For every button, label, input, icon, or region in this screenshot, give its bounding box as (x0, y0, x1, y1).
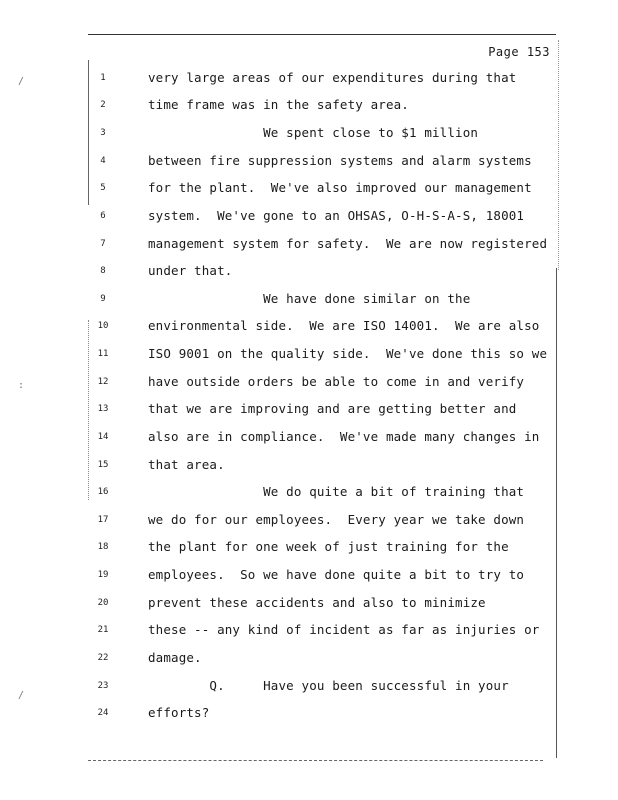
bottom-rule (88, 760, 543, 761)
transcript-line (0, 705, 618, 725)
line-number: 13 (97, 404, 109, 414)
transcript-line (0, 346, 618, 366)
line-number: 15 (97, 460, 109, 470)
page-number: Page 153 (488, 45, 550, 59)
line-text: management system for safety. We are now registered (148, 236, 548, 251)
line-text: ISO 9001 on the quality side. We've done this so we (148, 346, 548, 361)
line-text: that area. (148, 457, 225, 472)
line-text: between fire suppression systems and alarm systems (148, 153, 532, 168)
line-text: the plant for one week of just training for the (148, 539, 509, 554)
line-number: 17 (97, 515, 109, 525)
line-number: 19 (97, 570, 109, 580)
transcript-line (0, 70, 618, 90)
line-number: 1 (100, 73, 106, 83)
line-number: 2 (100, 100, 106, 110)
scan-mark: / (18, 690, 25, 701)
line-text: also are in compliance. We've made many changes in (148, 429, 540, 444)
line-number: 24 (97, 708, 109, 718)
line-number: 10 (97, 321, 109, 331)
line-text: efforts? (148, 705, 210, 720)
line-text: time frame was in the safety area. (148, 97, 409, 112)
transcript-line (0, 457, 618, 477)
line-text: have outside orders be able to come in and verify (148, 374, 525, 389)
line-text: damage. (148, 650, 202, 665)
line-text: prevent these accidents and also to minimize (148, 595, 486, 610)
transcript-line (0, 429, 618, 449)
line-number: 7 (100, 239, 106, 249)
line-number: 16 (97, 487, 109, 497)
line-text: for the plant. We've also improved our management (148, 180, 532, 195)
transcript-line (0, 125, 618, 145)
transcript-line (0, 512, 618, 532)
transcript-line (0, 567, 618, 587)
line-number: 18 (97, 542, 109, 552)
line-number: 12 (97, 377, 109, 387)
transcript-line (0, 291, 618, 311)
line-number: 11 (97, 349, 109, 359)
transcript-line (0, 97, 618, 117)
transcript-line (0, 595, 618, 615)
line-number: 9 (100, 294, 106, 304)
line-number: 22 (97, 653, 109, 663)
transcript-line (0, 153, 618, 173)
transcript-line (0, 678, 618, 698)
line-text: We do quite a bit of training that (148, 484, 525, 499)
line-text: under that. (148, 263, 233, 278)
line-number: 8 (100, 266, 106, 276)
line-text: environmental side. We are ISO 14001. We are also (148, 318, 540, 333)
line-text: that we are improving and are getting better and (148, 401, 517, 416)
line-text: We have done similar on the (148, 291, 471, 306)
line-number: 23 (97, 681, 109, 691)
line-text: employees. So we have done quite a bit to try to (148, 567, 525, 582)
transcript-line (0, 374, 618, 394)
transcript-line (0, 401, 618, 421)
line-text: these -- any kind of incident as far as injuries or (148, 622, 540, 637)
transcript-line (0, 236, 618, 256)
scan-mark: / (18, 76, 25, 87)
scan-mark: : (18, 380, 25, 391)
line-number: 20 (97, 598, 109, 608)
line-text: we do for our employees. Every year we take down (148, 512, 525, 527)
line-number: 21 (97, 625, 109, 635)
line-number: 3 (100, 128, 106, 138)
transcript-line (0, 180, 618, 200)
top-rule (88, 34, 556, 35)
transcript-line (0, 622, 618, 642)
transcript-line (0, 539, 618, 559)
line-number: 5 (100, 183, 106, 193)
transcript-line (0, 208, 618, 228)
line-text: We spent close to $1 million (148, 125, 479, 140)
transcript-line (0, 318, 618, 338)
transcript-line (0, 263, 618, 283)
line-number: 4 (100, 156, 106, 166)
line-number: 14 (97, 432, 109, 442)
line-text: system. We've gone to an OHSAS, O-H-S-A-S, 18001 (148, 208, 525, 223)
line-number: 6 (100, 211, 106, 221)
transcript-line (0, 650, 618, 670)
line-text: Q. Have you been successful in your (148, 678, 509, 693)
line-text: very large areas of our expenditures during that (148, 70, 517, 85)
transcript-line (0, 484, 618, 504)
